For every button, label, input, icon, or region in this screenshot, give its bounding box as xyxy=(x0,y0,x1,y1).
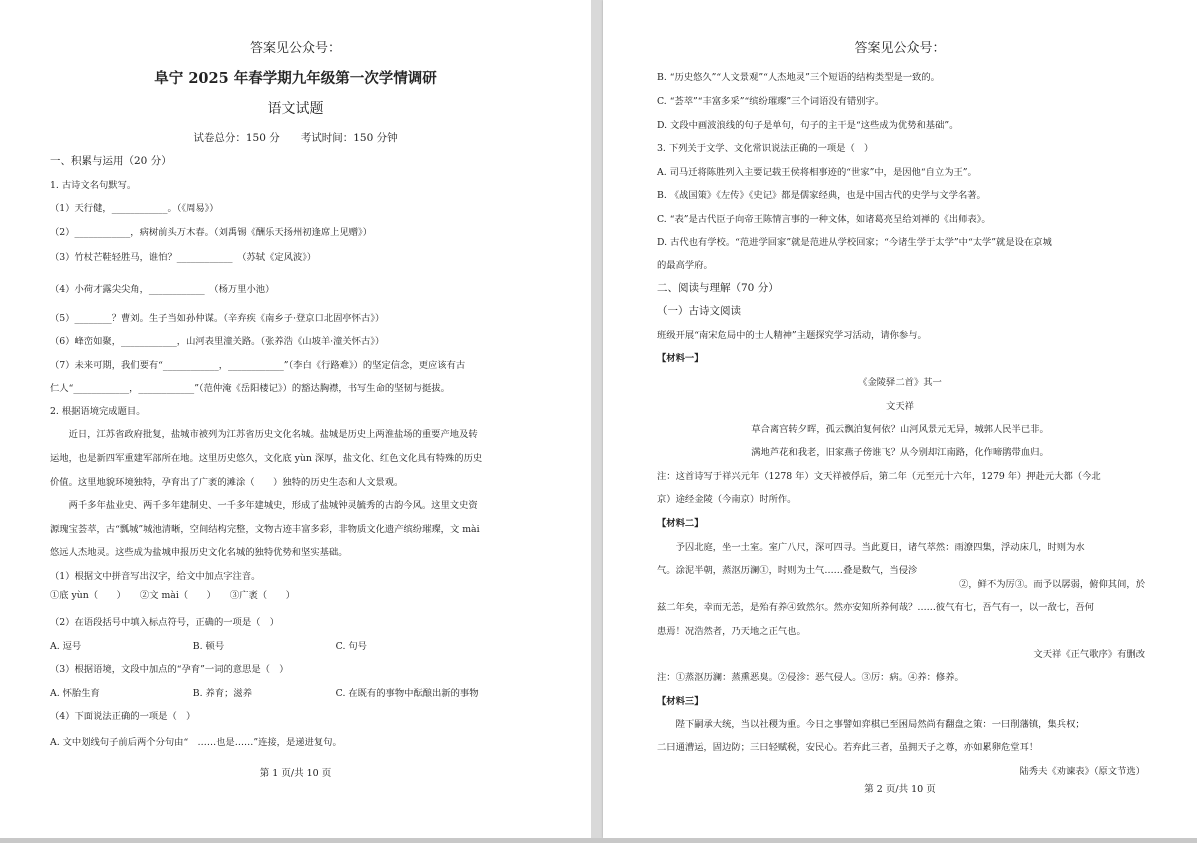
option-line: B. 《战国策》《左传》《史记》都是儒家经典，也是中国古代的史学与文学名著。 xyxy=(657,190,986,201)
poem-author: 文天祥 xyxy=(886,401,914,412)
passage-line: 运地，也是新四军重建军部所在地。这里历史悠久，文化底 yùn 深厚，盐文化、红色文化具有特殊的历史 xyxy=(50,453,483,464)
question-line: （4）下面说法正确的一项是（ ） xyxy=(50,711,196,722)
note-line: 京）途经金陵（今南京）时所作。 xyxy=(657,494,797,505)
exam-subtitle: 语文试题 xyxy=(267,101,324,117)
exam-title: 阜宁 2025 年春学期九年级第一次学情调研 xyxy=(154,70,437,87)
question-line: 2. 根据语境完成题目。 xyxy=(50,406,146,417)
question-line: 3. 下列关于文学、文化常识说法正确的一项是（ ） xyxy=(657,143,874,154)
material-label: 【材料三】 xyxy=(657,696,704,707)
question-line: （6）峰峦如聚，____________，山河表里潼关路。（张养浩《山坡羊·潼关怀古》） xyxy=(50,336,385,347)
material-label: 【材料二】 xyxy=(657,518,704,529)
question-line: （2）在语段括号中填入标点符号，正确的一项是（ ） xyxy=(50,617,280,628)
passage-line: ②，鲜不为厉③。而予以孱弱，俯仰其间，於 xyxy=(959,579,1145,590)
page-header: 答案见公众号： xyxy=(854,41,946,56)
option-line: C. “荟萃”“丰富多采”“缤纷璀璨”三个词语没有错别字。 xyxy=(657,96,885,107)
option-line: A. 怀胎生育 B. 养育；滋养 C. 在既有的事物中酝酿出新的事物 xyxy=(50,688,479,699)
question-line: （1）根据文中拼音写出汉字，给文中加点字注音。 xyxy=(50,571,261,582)
passage-line: 两千多年盐业史、两千多年建制史、一千多年建城史，形成了盐城钟灵毓秀的古韵今风。这里文史资 xyxy=(50,500,478,511)
question-line: （4）小荷才露尖尖角，____________ （杨万里小池） xyxy=(50,284,275,295)
question-line: 仁人“____________，____________”（范仲淹《岳阳楼记》）的豁达胸襟，书写生命的坚韧与挺拔。 xyxy=(50,383,450,394)
instruction-line: 班级开展“南宋危局中的士人精神”主题探究学习活动，请你参与。 xyxy=(657,330,927,341)
option-line: C. “表”是古代臣子向帝王陈情言事的一种文体，如诸葛亮呈给刘禅的《出师表》。 xyxy=(657,214,991,225)
question-line: （3）根据语境，文段中加点的“孕育”一词的意思是（ ） xyxy=(50,664,289,675)
passage-line: 价值。这里地貌环境独特，孕育出了广袤的滩涂（ ）独特的历史生态和人文景观。 xyxy=(50,477,404,488)
question-line: ①底 yùn（ ） ②文 mài（ ） ③广袤（ ） xyxy=(50,590,295,601)
passage-line: 陛下嗣承大统，当以社稷为重。今日之事譬如弈棋已至困局然尚有翻盘之策：一曰削藩镇，集兵权； xyxy=(657,719,1085,730)
exam-info: 试卷总分：150 分 考试时间：150 分钟 xyxy=(193,132,398,144)
question-line: （5）________？曹刘。生子当如孙仲谋。（辛弃疾《南乡子·登京口北固亭怀古》） xyxy=(50,313,385,324)
poem-line: 满地芦花和我老，旧家燕子傍谁飞？从今别却江南路，化作啼鹃带血归。 xyxy=(751,447,1049,458)
page-header: 答案见公众号： xyxy=(249,41,341,56)
option-line: A. 司马迁将陈胜列入主要记载王侯将相事迹的“世家”中，是因他“自立为王”。 xyxy=(657,167,977,178)
source-line: 文天祥《正气歌序》有删改 xyxy=(1033,649,1145,660)
question-line: 1. 古诗文名句默写。 xyxy=(50,180,137,191)
passage-line: 近日，江苏省政府批复，盐城市被列为江苏省历史文化名城。盐城是历史上两淮盐场的重要产地及转 xyxy=(50,429,478,440)
passage-line: 兹二年矣，幸而无恙，是殆有养④致然尔。然亦安知所养何哉？……彼气有七，吾气有一，以一敌七，吾何 xyxy=(657,602,1094,613)
question-line: （2）____________，病树前头万木春。（刘禹锡《酬乐天扬州初逢席上见赠》） xyxy=(50,227,373,238)
section-heading: 二、阅读与理解（70 分） xyxy=(657,282,779,294)
page-footer: 第 2 页/共 10 页 xyxy=(864,784,936,795)
option-line: D. 古代也有学校。“范进学回家”就是范进从学校回家；“今诸生学于太学”中“太学”就是设在京城 xyxy=(657,237,1052,248)
option-line: D. 文段中画波浪线的句子是单句，句子的主干是“这些成为优势和基础”。 xyxy=(657,120,959,131)
horizontal-scrollbar[interactable] xyxy=(0,838,1197,843)
passage-line: 患焉！况浩然者，乃天地之正气也。 xyxy=(657,626,806,637)
question-line: （7）未来可期，我们要有“____________，____________”（李白《行路难》）的坚定信念，更应该有古 xyxy=(50,360,466,371)
question-line: （3）竹杖芒鞋轻胜马，谁怕？____________ （苏轼《定风波》） xyxy=(50,252,317,263)
passage-line: 悠远人杰地灵。这些成为盐城申报历史文化名城的独特优势和坚实基础。 xyxy=(50,547,348,558)
poem-line: 草合离宫转夕晖，孤云飘泊复何依？山河风景元无异，城郭人民半已非。 xyxy=(751,424,1049,435)
document-page-2 xyxy=(603,0,1197,838)
passage-line: 予囚北庭，坐一土室。室广八尺，深可四寻。当此夏日，诸气萃然：雨潦四集，浮动床几，时则为水 xyxy=(657,542,1085,553)
page-footer: 第 1 页/共 10 页 xyxy=(259,768,332,779)
passage-line: 气。涂泥半朝，蒸沤历澜①，时则为土气……叠是数气，当侵沴 xyxy=(657,565,918,576)
note-line: 注：这首诗写于祥兴元年（1278 年）文天祥被俘后，第二年（元至元十六年，1279 年）押赴元大都（今北 xyxy=(657,471,1101,482)
passage-line: 二曰通漕运，固边防；三曰轻赋税，安民心。若弃此三者，虽拥天子之尊，亦如累卵危堂耳！ xyxy=(657,742,1039,753)
material-label: 【材料一】 xyxy=(657,353,704,364)
option-line: A. 文中划线句子前后两个分句由“ ……也是……”连接，是递进复句。 xyxy=(50,737,342,748)
page-gap xyxy=(591,0,603,843)
source-line: 陆秀夫《劝谏表》（原文节选） xyxy=(1019,766,1145,777)
note-line: 注：①蒸沤历澜：蒸熏恶臭。②侵沴：恶气侵人。③厉：病。④养：修养。 xyxy=(657,672,964,683)
option-line: B. “历史悠久”“人文景观”“人杰地灵”三个短语的结构类型是一致的。 xyxy=(657,72,940,83)
option-line: 的最高学府。 xyxy=(657,260,713,271)
poem-title: 《金陵驿二首》其一 xyxy=(858,377,942,388)
option-line: A. 逗号 B. 顿号 C. 句号 xyxy=(50,641,367,652)
document-page-1 xyxy=(0,0,591,838)
section-heading: 一、积累与运用（20 分） xyxy=(50,155,172,167)
question-line: （1）天行健，____________。（《周易》） xyxy=(50,203,219,214)
passage-line: 源瑰宝荟萃，古“瓢城”城池清晰，空间结构完整，文物古迹丰富多彩，非物质文化遗产缤纷璀璨，文 mài xyxy=(50,524,480,535)
subsection-heading: （一）古诗文阅读 xyxy=(657,305,741,317)
